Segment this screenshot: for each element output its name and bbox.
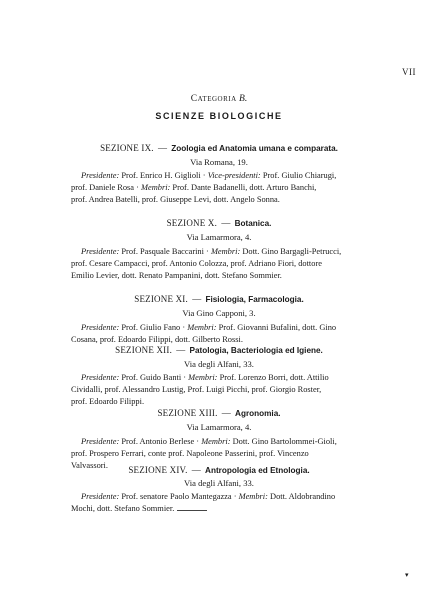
member-text: Prof. Giulio Fano · — [119, 323, 188, 332]
section-number: SEZIONE IX. — [100, 143, 154, 153]
member-text: Prof. Giovanni Bufalini, dott. Gino — [216, 323, 337, 332]
section-dash: — — [219, 408, 234, 418]
role-label: Presidente: — [81, 492, 120, 501]
member-text: prof. Edoardo Filippi. — [71, 397, 145, 406]
member-text: Mochi, dott. Stefano Sommier. — [71, 504, 175, 513]
section-heading — [0, 143, 438, 153]
section-address: Via Romana, 19. — [190, 157, 248, 167]
role-label: Presidente: — [81, 373, 120, 382]
section-name: Agronomia. — [235, 409, 281, 418]
member-line — [71, 182, 377, 194]
role-label: Membri: — [201, 437, 231, 446]
member-line — [71, 270, 377, 282]
member-text: Prof. Dante Badanelli, dott. Arturo Banchi, — [170, 183, 317, 192]
member-text: prof. Andrea Batelli, prof. Giuseppe Levi, dott. Angelo Sonna. — [71, 195, 280, 204]
section-name: Zoologia ed Anatomia umana e comparata. — [171, 144, 338, 153]
section-name: Fisiologia, Farmacologia. — [205, 295, 304, 304]
member-text: Emilio Levier, dott. Renato Pampanini, dott. Stefano Sommier. — [71, 271, 282, 280]
printer-mark: ▾ — [405, 571, 409, 579]
member-text: Dott. Aldobrandino — [267, 492, 336, 501]
section-members — [71, 322, 377, 346]
category-label: Categoria — [190, 94, 237, 104]
member-text: Valvassori. — [71, 461, 108, 470]
page-title: SCIENZE BIOLOGICHE — [155, 111, 283, 121]
section-dash: — — [189, 465, 204, 475]
section-heading — [0, 294, 438, 304]
role-label: Presidente: — [81, 437, 120, 446]
section-members — [71, 372, 377, 408]
member-line — [71, 170, 377, 182]
section-heading — [0, 465, 438, 475]
section-number: SEZIONE XI. — [134, 294, 188, 304]
member-text: Prof. Pasquale Baccarini · — [119, 247, 211, 256]
section-members — [71, 170, 377, 206]
role-label: Vice-presidenti: — [207, 171, 261, 180]
section-number: SEZIONE XIII. — [157, 408, 218, 418]
member-text: prof. Daniele Rosa · — [71, 183, 142, 192]
member-text: Prof. Enrico H. Giglioli · — [119, 171, 208, 180]
member-line — [71, 491, 377, 503]
member-line — [71, 503, 377, 515]
section-name: Patologia, Bacteriologia ed Igiene. — [189, 346, 323, 355]
section-number: SEZIONE XIV. — [128, 465, 188, 475]
member-line — [71, 258, 377, 270]
section-address: Via Gino Capponi, 3. — [182, 308, 256, 318]
section-address: Via degli Alfani, 33. — [184, 478, 254, 488]
member-line — [71, 448, 377, 460]
role-label: Presidente: — [81, 171, 120, 180]
member-text: Prof. Antonio Berlese · — [119, 437, 202, 446]
section-name: Antropologia ed Etnologia. — [205, 466, 310, 475]
member-text: Prof. Giulio Chiarugi, — [260, 171, 337, 180]
section-members — [71, 246, 377, 282]
member-line — [71, 372, 377, 384]
role-label: Membri: — [210, 247, 241, 256]
section-number: SEZIONE XII. — [115, 345, 173, 355]
member-line — [71, 396, 377, 408]
section-address: Via degli Alfani, 33. — [184, 359, 254, 369]
member-line — [71, 384, 377, 396]
page-number: VII — [402, 67, 416, 77]
section-dash: — — [189, 294, 204, 304]
section-heading — [0, 345, 438, 355]
member-text: Prof. senatore Paolo Mantegazza · — [119, 492, 239, 501]
category-heading — [0, 94, 438, 104]
member-text: Prof. Guido Banti · — [119, 373, 189, 382]
section-number: SEZIONE X. — [166, 218, 218, 228]
section-name: Botanica. — [234, 219, 272, 228]
member-line — [71, 322, 377, 334]
member-text: Cosana, prof. Edoardo Filippi, dott. Gilberto Rossi. — [71, 335, 243, 344]
member-text: Prof. Lorenzo Borri, dott. Attilio — [217, 373, 329, 382]
member-line — [71, 194, 377, 206]
member-line — [71, 436, 377, 448]
section-address: Via Lamarmora, 4. — [186, 422, 252, 432]
end-rule — [177, 510, 207, 511]
role-label: Presidente: — [81, 323, 120, 332]
role-label: Membri: — [238, 492, 268, 501]
member-text: prof. Prospero Ferrari, conte prof. Napoleone Passerini, prof. Vincenzo — [71, 449, 309, 458]
section-heading — [0, 218, 438, 228]
section-address: Via Lamarmora, 4. — [186, 232, 252, 242]
member-text: prof. Cesare Campacci, prof. Antonio Colozza, prof. Adriano Fiori, dottore — [71, 259, 322, 268]
role-label: Membri: — [187, 323, 217, 332]
member-text: Dott. Gino Bargagli-Petrucci, — [240, 247, 342, 256]
category-letter: B. — [239, 94, 248, 104]
member-text: Cividalli, prof. Alessandro Lustig, Prof. Luigi Picchi, prof. Giorgio Roster, — [71, 385, 322, 394]
role-label: Membri: — [188, 373, 218, 382]
section-dash: — — [174, 345, 188, 355]
section-heading — [0, 408, 438, 418]
section-dash: — — [219, 218, 233, 228]
role-label: Membri: — [141, 183, 171, 192]
member-text: Dott. Gino Bartolommei-Gioli, — [230, 437, 337, 446]
role-label: Presidente: — [81, 247, 120, 256]
member-line — [71, 246, 377, 258]
section-members — [71, 491, 377, 515]
section-dash: — — [155, 143, 170, 153]
